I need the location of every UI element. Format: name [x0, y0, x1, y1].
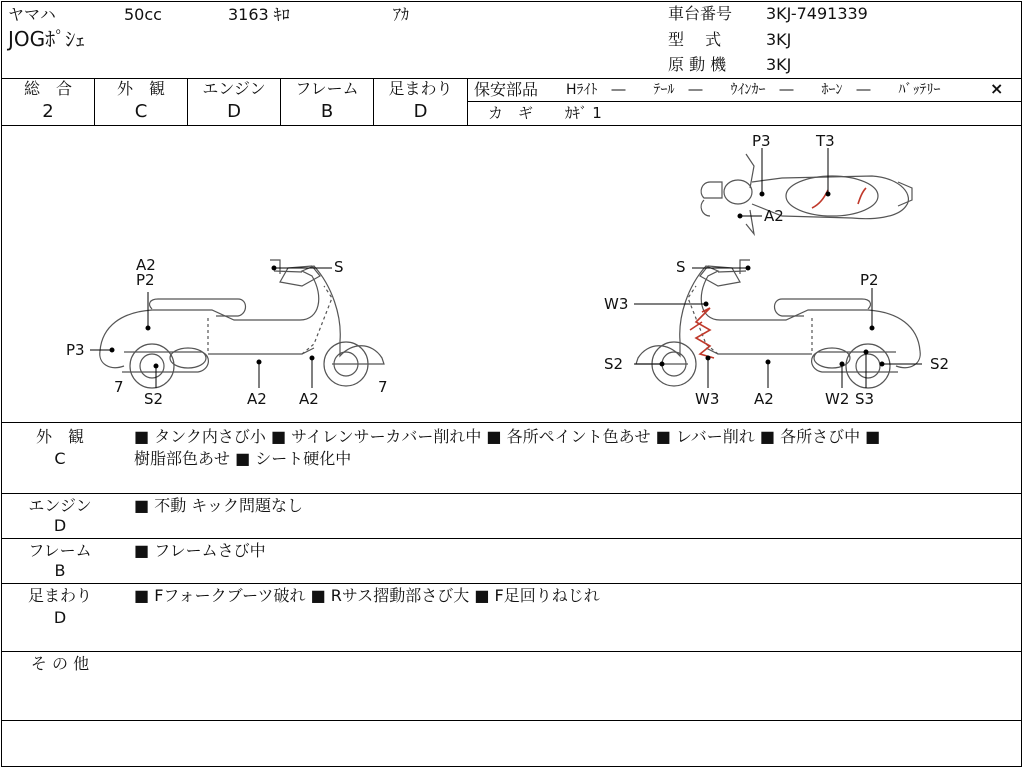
grade-value-total: 2 [42, 101, 54, 122]
section-engine-text: ■ 不動 キック問題なし [134, 496, 303, 515]
grade-value-exterior: C [134, 101, 148, 122]
section-frame-text: ■ フレームさび中 [134, 541, 266, 560]
divider [2, 493, 1021, 494]
label-a2-left-mid: A2 [247, 390, 267, 408]
section-frame-label: フレーム [28, 541, 92, 560]
section-suspension-grade: D [53, 608, 67, 627]
grade-label-total: 総 合 [23, 79, 72, 98]
section-exterior-grade: C [54, 449, 66, 468]
label-w3-right-bottom: W3 [695, 390, 720, 408]
label-w2-right: W2 [825, 390, 850, 408]
grade-value-frame: B [320, 101, 334, 122]
grade-label-frame: フレーム [295, 79, 359, 98]
section-frame-grade: B [54, 561, 66, 580]
label-a2-left-top: A2 [136, 256, 156, 274]
battery-mark: × [990, 79, 1004, 98]
divider [467, 101, 1021, 102]
engine-label: 原 動 機 [668, 55, 727, 74]
label-s2-left: S2 [144, 390, 164, 408]
label-p2-right: P2 [860, 271, 879, 289]
label-s2-right-front: S2 [604, 355, 624, 373]
grade-label-engine: エンジン [202, 79, 266, 98]
label-p3-left: P3 [66, 341, 85, 359]
engine-value: 3KJ [766, 55, 792, 74]
section-engine-grade: D [53, 516, 67, 535]
section-suspension-label: 足まわり [27, 586, 92, 605]
label-p2-left: P2 [136, 271, 155, 289]
grade-value-suspension: D [413, 101, 428, 122]
label-p3-top: P3 [752, 132, 771, 150]
label-7-left-a: 7 [114, 378, 124, 396]
type-value: 3KJ [766, 30, 792, 49]
frame-no-label: 車台番号 [668, 4, 733, 23]
mileage: 3163 ｷﾛ [228, 5, 290, 24]
section-exterior-label: 外 観 [35, 427, 84, 446]
divider [467, 79, 468, 125]
label-s3-right: S3 [855, 390, 875, 408]
safety-label: 保安部品 [474, 80, 539, 99]
maker: ヤマハ [8, 5, 56, 24]
label-w3-right-top: W3 [604, 295, 629, 313]
safety-items: Hﾗｲﾄ ― ﾃｰﾙ ― ｳｲﾝｶｰ ― ﾎｰﾝ ― ﾊﾞｯﾃﾘｰ [566, 82, 941, 98]
label-a2-top: A2 [764, 207, 784, 225]
section-exterior-text: ■ タンク内さび小 ■ サイレンサーカバー削れ中 ■ 各所ペイント色あせ ■ レバー削れ ■ 各所さび中 ■ [134, 427, 881, 446]
grade-value-engine: D [227, 101, 241, 122]
divider [2, 538, 1021, 539]
label-a2-left-front: A2 [299, 390, 319, 408]
model-name: JOGﾎﾟｼｪ [8, 27, 86, 51]
displacement: 50cc [124, 5, 162, 24]
section-suspension-text: ■ Fフォークブーツ破れ ■ Rサス摺動部さび大 ■ F足回りねじれ [134, 586, 600, 605]
section-other-label: そ の 他 [30, 654, 90, 673]
damage-diagram [2, 126, 1022, 422]
section-exterior-text-2: 樹脂部色あせ ■ シート硬化中 [134, 449, 352, 468]
label-s2-right-rear: S2 [930, 355, 950, 373]
color: ｱｶ [393, 5, 410, 24]
leader-lines [90, 148, 922, 388]
grade-label-exterior: 外 観 [116, 79, 165, 98]
label-s-right: S [676, 258, 686, 276]
divider [2, 422, 1021, 423]
key-label: カ ギ [488, 104, 534, 122]
divider [2, 583, 1021, 584]
grade-label-suspension: 足まわり [388, 79, 453, 98]
divider [2, 720, 1021, 721]
label-7-left-b: 7 [378, 378, 388, 396]
type-label: 型 式 [668, 30, 722, 49]
section-engine-label: エンジン [28, 496, 92, 515]
key-value: ｶｷﾞ 1 [565, 104, 602, 122]
label-t3-top: T3 [816, 132, 835, 150]
divider [2, 651, 1021, 652]
label-a2-right: A2 [754, 390, 774, 408]
scooter-top-view [701, 154, 912, 234]
frame-no-value: 3KJ-7491339 [766, 4, 868, 23]
label-s-left: S [334, 258, 344, 276]
